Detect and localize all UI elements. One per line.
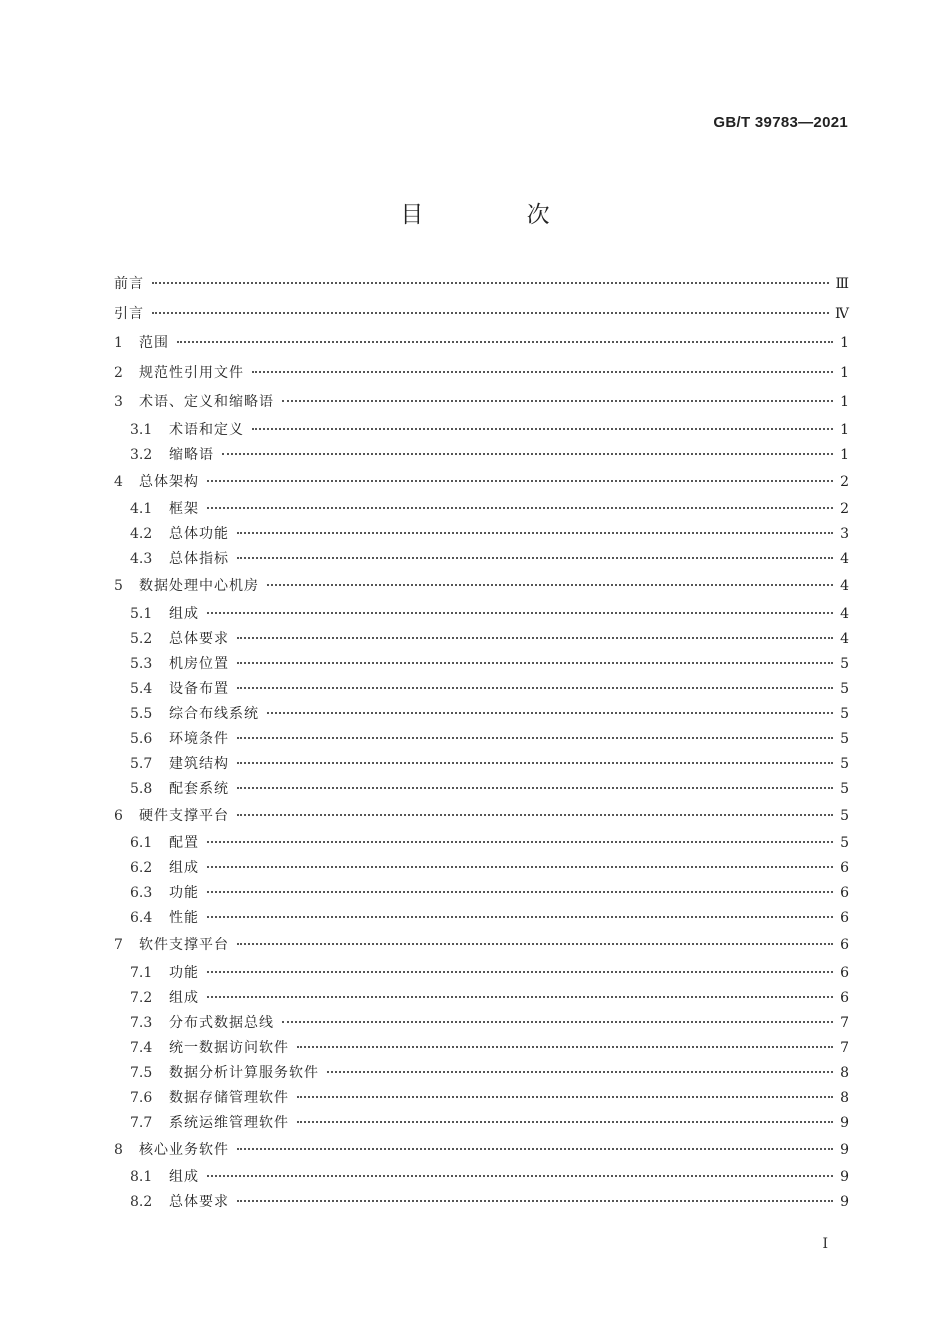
dot-leader [267, 584, 833, 586]
toc-entry[interactable] [114, 1136, 849, 1166]
toc-entry-number: 7.3 [130, 1014, 153, 1031]
toc-entry-page: 5 [840, 835, 849, 851]
toc-entry-page: Ⅳ [835, 305, 849, 322]
toc-entry-number: 6.3 [130, 885, 153, 901]
dot-leader [207, 866, 833, 868]
dot-leader [152, 312, 829, 314]
toc-entry-page: 5 [840, 730, 849, 747]
toc-entry[interactable] [114, 881, 849, 906]
toc-entry-number: 7.4 [130, 1039, 153, 1056]
toc-entry-label: 建筑结构 [169, 755, 229, 772]
toc-entry-page: 6 [840, 937, 849, 953]
toc-entry-number: 6.4 [130, 910, 153, 926]
page-number: I [822, 1236, 828, 1252]
dot-leader [207, 507, 833, 509]
toc-entry-label: 分布式数据总线 [169, 1014, 274, 1031]
dot-leader [282, 1021, 833, 1023]
toc-entry-label: 综合布线系统 [169, 705, 259, 722]
toc-entry[interactable] [114, 1165, 849, 1190]
toc-entry-label: 总体要求 [169, 630, 229, 647]
toc-entry[interactable] [114, 388, 849, 418]
toc-entry-page: 1 [840, 421, 849, 438]
toc-entry-number: 7.2 [130, 989, 153, 1006]
toc-entry-page: 8 [840, 1064, 849, 1081]
toc-entry-page: 5 [840, 705, 849, 722]
toc-entry-number: 4.2 [130, 526, 153, 542]
toc-entry[interactable] [114, 329, 849, 359]
toc-entry-label: 环境条件 [169, 730, 229, 747]
toc-entry-label: 配套系统 [169, 780, 229, 797]
toc-entry[interactable] [114, 1190, 849, 1215]
dot-leader [282, 400, 833, 402]
dot-leader [237, 1200, 833, 1202]
toc-entry[interactable] [114, 1036, 849, 1061]
toc-entry-label: 总体架构 [139, 473, 199, 490]
toc-entry-label: 组成 [169, 1169, 199, 1185]
toc-entry-number: 5.1 [130, 605, 153, 622]
toc-entry-page: 6 [840, 860, 849, 876]
toc-title: 目 次 [400, 202, 598, 228]
dot-leader [237, 557, 833, 559]
toc-entry[interactable] [114, 572, 849, 602]
toc-entry-page: 6 [840, 885, 849, 901]
dot-leader [237, 662, 833, 664]
toc-entry-label: 功能 [169, 964, 199, 981]
dot-leader [267, 712, 833, 714]
toc-entry[interactable] [114, 727, 849, 752]
toc-entry-page: 2 [840, 473, 849, 490]
toc-entry-page: 8 [840, 1089, 849, 1106]
toc-entry-page: 4 [840, 605, 849, 622]
toc-entry-number: 5.7 [130, 755, 153, 772]
toc-entry-number: 5.5 [130, 705, 153, 722]
toc-entry-label: 软件支撑平台 [139, 937, 229, 953]
toc-entry[interactable] [114, 497, 849, 522]
dot-leader [237, 762, 833, 764]
toc-entry-number: 3.1 [130, 421, 153, 438]
toc-entry-number: 7.6 [130, 1089, 153, 1106]
toc-entry-label: 总体功能 [169, 526, 229, 542]
toc-entry-number: 8.1 [130, 1169, 153, 1185]
toc-entry[interactable] [114, 468, 849, 498]
toc-entry-label: 总体要求 [169, 1194, 229, 1210]
toc-entry-number: 3.2 [130, 446, 153, 463]
toc-entry[interactable] [114, 752, 849, 777]
toc-entry-label: 组成 [169, 860, 199, 876]
dot-leader [177, 341, 833, 343]
dot-leader [207, 971, 833, 973]
toc-entry-number: 4.1 [130, 501, 153, 517]
toc-entry[interactable] [114, 418, 849, 443]
toc-entry-label: 规范性引用文件 [139, 364, 244, 381]
toc-entry-number: 5.4 [130, 680, 153, 697]
toc-entry-page: 4 [840, 630, 849, 647]
toc-entry-number: 2 [114, 364, 123, 381]
toc-entry[interactable] [114, 359, 849, 389]
toc-entry-label: 硬件支撑平台 [139, 807, 229, 824]
toc-entry[interactable] [114, 652, 849, 677]
dot-leader [152, 282, 829, 284]
toc-entry-page: 1 [840, 394, 849, 410]
toc-entry-page: 5 [840, 680, 849, 697]
toc-entry-label: 机房位置 [169, 655, 229, 672]
dot-leader [252, 371, 833, 373]
toc-entry-label: 范围 [139, 335, 169, 351]
toc-entry-number: 3 [114, 394, 123, 410]
toc-entry-label: 设备布置 [169, 680, 229, 697]
toc-entry-page: 5 [840, 755, 849, 772]
dot-leader [237, 532, 833, 534]
toc-entry-label: 总体指标 [169, 551, 229, 567]
toc-entry-number: 6.2 [130, 860, 153, 876]
dot-leader [237, 737, 833, 739]
toc-entry[interactable] [114, 856, 849, 881]
dot-leader [252, 428, 833, 430]
toc-entry-page: 5 [840, 655, 849, 672]
toc-entry[interactable] [114, 547, 849, 572]
dot-leader [297, 1121, 833, 1123]
standard-number: GB/T 39783—2021 [713, 114, 848, 131]
toc-entry-label: 功能 [169, 885, 199, 901]
dot-leader [297, 1096, 833, 1098]
toc-entry-number: 8 [114, 1141, 123, 1158]
toc-entry-page: 7 [840, 1039, 849, 1056]
toc-entry-number: 7 [114, 937, 123, 953]
toc-entry[interactable] [114, 443, 849, 468]
toc-entry-page: 4 [840, 551, 849, 567]
toc-entry-page: Ⅲ [835, 276, 849, 292]
dot-leader [237, 943, 833, 945]
toc-entry-number: 4.3 [130, 551, 153, 567]
dot-leader [327, 1071, 833, 1073]
toc-entry-page: 6 [840, 989, 849, 1006]
toc-entry-number: 6.1 [130, 835, 153, 851]
toc-entry[interactable] [114, 522, 849, 547]
dot-leader [237, 637, 833, 639]
toc-entry-label: 数据存储管理软件 [169, 1089, 289, 1106]
toc-entry-label: 数据处理中心机房 [139, 578, 259, 594]
toc-entry-label: 组成 [169, 605, 199, 622]
toc-entry-label: 性能 [169, 910, 199, 926]
toc-entry[interactable] [114, 777, 849, 802]
toc-entry-number: 5.3 [130, 655, 153, 672]
toc-entry-page: 7 [840, 1014, 849, 1031]
dot-leader [207, 916, 833, 918]
dot-leader [297, 1046, 833, 1048]
dot-leader [207, 841, 833, 843]
toc-entry-number: 5.8 [130, 780, 153, 797]
toc-entry-label: 数据分析计算服务软件 [169, 1064, 319, 1081]
toc-entry-page: 1 [840, 335, 849, 351]
dot-leader [237, 687, 833, 689]
toc-entry-page: 6 [840, 964, 849, 981]
toc-entry-label: 前言 [114, 276, 144, 292]
toc-list [114, 270, 849, 1215]
toc-entry[interactable] [114, 270, 849, 300]
toc-entry-page: 9 [840, 1141, 849, 1158]
toc-entry-label: 配置 [169, 835, 199, 851]
dot-leader [207, 612, 833, 614]
toc-entry[interactable] [114, 931, 849, 961]
toc-entry[interactable] [114, 802, 849, 832]
toc-entry[interactable] [114, 677, 849, 702]
toc-entry-number: 7.5 [130, 1064, 153, 1081]
toc-entry-label: 统一数据访问软件 [169, 1039, 289, 1056]
toc-entry-number: 8.2 [130, 1194, 153, 1210]
toc-entry[interactable] [114, 627, 849, 652]
toc-entry-page: 9 [840, 1169, 849, 1185]
toc-entry-page: 9 [840, 1114, 849, 1131]
toc-entry-label: 引言 [114, 305, 144, 322]
toc-entry-page: 1 [840, 364, 849, 381]
toc-entry-number: 6 [114, 807, 123, 824]
toc-entry-number: 7.1 [130, 964, 153, 981]
toc-entry-number: 5 [114, 578, 123, 594]
toc-entry-label: 框架 [169, 501, 199, 517]
toc-entry-label: 术语、定义和缩略语 [139, 394, 274, 410]
toc-entry-number: 5.2 [130, 630, 153, 647]
toc-entry-page: 5 [840, 780, 849, 797]
toc-entry-label: 术语和定义 [169, 421, 244, 438]
toc-entry-page: 9 [840, 1194, 849, 1210]
toc-entry-number: 1 [114, 335, 123, 351]
toc-entry-label: 系统运维管理软件 [169, 1114, 289, 1131]
toc-entry-number: 5.6 [130, 730, 153, 747]
toc-entry-number: 7.7 [130, 1114, 153, 1131]
toc-entry[interactable] [114, 961, 849, 986]
toc-entry[interactable] [114, 702, 849, 727]
dot-leader [207, 996, 833, 998]
toc-entry-page: 1 [840, 446, 849, 463]
toc-entry-number: 4 [114, 473, 123, 490]
toc-entry-page: 3 [840, 526, 849, 542]
toc-entry-page: 6 [840, 910, 849, 926]
toc-entry[interactable] [114, 1061, 849, 1086]
toc-entry-label: 组成 [169, 989, 199, 1006]
dot-leader [207, 1175, 833, 1177]
toc-entry[interactable] [114, 986, 849, 1011]
toc-entry[interactable] [114, 1086, 849, 1111]
dot-leader [207, 891, 833, 893]
toc-entry[interactable] [114, 831, 849, 856]
toc-entry-label: 缩略语 [169, 446, 214, 463]
toc-entry-label: 核心业务软件 [139, 1141, 229, 1158]
toc-entry[interactable] [114, 602, 849, 627]
toc-entry[interactable] [114, 1011, 849, 1036]
toc-entry[interactable] [114, 300, 849, 330]
dot-leader [237, 814, 833, 816]
toc-entry[interactable] [114, 906, 849, 931]
toc-entry-page: 4 [840, 578, 849, 594]
toc-entry[interactable] [114, 1111, 849, 1136]
dot-leader [237, 787, 833, 789]
toc-entry-page: 5 [840, 807, 849, 824]
dot-leader [222, 453, 833, 455]
dot-leader [237, 1148, 833, 1150]
dot-leader [207, 480, 833, 482]
toc-entry-page: 2 [840, 501, 849, 517]
